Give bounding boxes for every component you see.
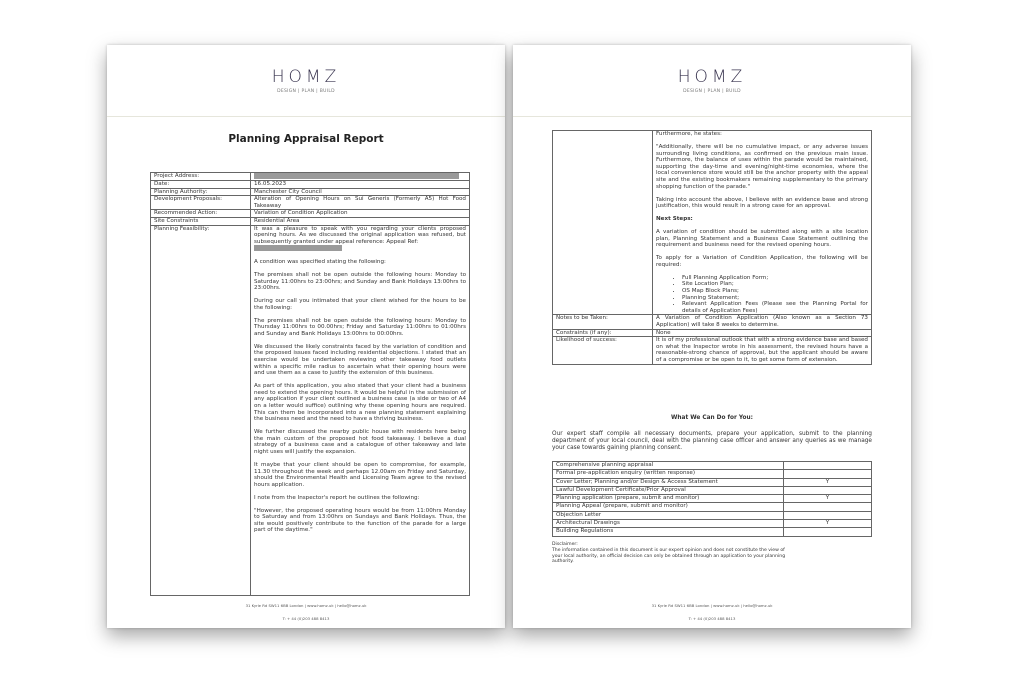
service-included-mark: Y (784, 478, 872, 486)
disclaimer (552, 542, 792, 565)
disclaimer-heading: Disclaimer: (552, 542, 578, 547)
continued-paragraph: Furthermore, he states: (656, 131, 722, 137)
row-label: Development Proposals: (151, 196, 251, 210)
service-name: Cover Letter; Planning and/or Design & Access Statement (553, 478, 784, 486)
table-row (151, 181, 470, 189)
row-label: Site Constraints (151, 218, 251, 226)
service-name: Planning application (prepare, submit and monitor) (553, 495, 784, 503)
row-value: None (653, 329, 872, 337)
feasibility-intro (254, 226, 466, 253)
homz-logo: HOMZ (677, 67, 747, 87)
row-value (251, 225, 470, 595)
tagline: DESIGN | PLAN | BUILD (683, 89, 741, 94)
service-included-mark (784, 511, 872, 519)
report-page-2 (513, 45, 911, 628)
service-row (553, 470, 872, 478)
services-heading: What We Can Do for You: (671, 415, 753, 421)
page-header (513, 45, 911, 117)
row-value: Manchester City Council (251, 188, 470, 196)
service-row (553, 528, 872, 536)
row-label (553, 131, 653, 315)
service-included-mark (784, 486, 872, 494)
required-item: • Relevant Application Fees (Please see the Planning Portal for details of Application Fees) (682, 301, 868, 314)
service-included-mark (784, 470, 872, 478)
row-label: Likelihood of success: (553, 337, 653, 364)
service-name: Building Regulations (553, 528, 784, 536)
service-name: Architectural Drawings (553, 520, 784, 528)
required-item: • Site Location Plan; (682, 281, 868, 288)
next-steps-heading: Next Steps: (656, 216, 693, 223)
feasibility-paragraph: A condition was specified stating the following: (254, 258, 386, 265)
row-value: Variation of Condition Application (251, 210, 470, 218)
service-row (553, 486, 872, 494)
service-included-mark (784, 528, 872, 536)
homz-logo: HOMZ (271, 67, 341, 87)
row-value: It is of my professional outlook that with a strong evidence base and based on what the Inspector wrote in his assessment, the revised hours have a reasonable-strong chance of approval, but the applicant should be aware of a compromise or be open to it, to get some form of extension. (653, 337, 872, 364)
continued-paragraph: "Additionally, there will be no cumulative impact, or any adverse issues surrounding living conditions, as confirmed on the previous main issue. Furthermore, the balance of uses within the parade would be maintained, supporting the day-time and evening/night-time economies, where the local convenience store would still be the anchor property with the appeal site and the existing bookmakers remaining supplementary to the primary shopping function of the parade." (656, 143, 868, 190)
row-value: A Variation of Condition Application (Also known as a Section 73 Application) will take 8 weeks to determine. (653, 315, 872, 329)
table-row (151, 218, 470, 226)
service-included-mark: Y (784, 495, 872, 503)
required-item: • OS Map Block Plans; (682, 288, 868, 295)
table-row (553, 315, 872, 329)
service-row (553, 520, 872, 528)
appraisal-table-continued (552, 130, 872, 365)
report-page-1 (107, 45, 505, 628)
row-value (251, 173, 470, 181)
continued-paragraph: Taking into account the above, I believe with an evidence base and strong justification, this would result in a strong case for an approval. (656, 196, 868, 210)
table-row (151, 196, 470, 210)
service-included-mark: Y (784, 520, 872, 528)
feasibility-paragraph: As part of this application, you also stated that your client had a business need to extend the opening hours. It would be helpful in the submission of any application if your client outlined a business case (a side or two of A4 on a letter would suffice) outlining why these opening hours are required. This can them be incorporated into a new planning statement explaining the business need and the need to have a thriving business. (254, 383, 466, 423)
footer-phone: T: + 44 (0)203 488 8413 (688, 616, 736, 621)
service-included-mark (784, 503, 872, 511)
feasibility-paragraph: It was a pleasure to speak with you regarding your clients proposed opening hours. As we discussed the original application was refused, but subsequently granted under appeal reference: Appeal Ref: (254, 225, 466, 245)
service-row (553, 462, 872, 470)
row-label: Project Address: (151, 173, 251, 181)
table-row (553, 337, 872, 364)
row-label: Constraints (if any): (553, 329, 653, 337)
service-included-mark (784, 462, 872, 470)
row-label: Planning Authority: (151, 188, 251, 196)
feasibility-paragraph: The premises shall not be open outside the following hours: Monday to Saturday 11:00hrs to 23:00hrs; and Sunday and Bank Holidays 13:00hrs to 23:00hrs. (254, 271, 466, 292)
service-name: Objection Letter (553, 511, 784, 519)
table-row (151, 173, 470, 181)
next-steps-paragraph: A variation of condition should be submitted along with a site location plan, Planning Statement and a Business Case Statement outlining the requirement and business need for the revised opening hours. (656, 229, 868, 249)
redacted-appeal-ref (254, 245, 342, 251)
row-label: Recommended Action: (151, 210, 251, 218)
footer-address: 31 Kyrle Rd SW11 6BB London | www.homz.uk | hello@homz.uk (245, 603, 367, 608)
feasibility-paragraph: I note from the Inspector's report he outlines the following: (254, 494, 420, 501)
row-label: Planning Feasibility: (151, 225, 251, 595)
service-row (553, 478, 872, 486)
feasibility-paragraph: The premises shall not be open outside the following hours: Monday to Thursday 11:00hrs to 00.00hrs; Friday and Saturday 11:00hrs to 01:00hrs and Sunday and Bank Holidays 13:00hrs to 00:00hrs. (254, 317, 466, 337)
feasibility-paragraph: We further discussed the nearby public house with residents here being the main custom of the proposed hot food takeaway. I believe a dual strategy of a business case and a catalogue of other takeaway and late night uses will justify the expansion. (254, 429, 466, 455)
row-value (653, 131, 872, 315)
footer-address: 31 Kyrle Rd SW11 6BB London | www.homz.uk | hello@homz.uk (651, 603, 773, 608)
table-row (553, 131, 872, 315)
tagline: DESIGN | PLAN | BUILD (277, 89, 335, 94)
required-documents-list (682, 275, 868, 315)
required-item: • Full Planning Application Form; (682, 275, 868, 282)
table-row (553, 329, 872, 337)
footer-phone: T: + 44 (0)203 488 8413 (282, 616, 330, 621)
row-value: Alteration of Opening Hours on Sui Generis (Formerly A5) Hot Food Takeaway (251, 196, 470, 210)
required-item: • Planning Statement; (682, 295, 868, 302)
next-steps-paragraph: To apply for a Variation of Condition Application, the following will be required: (656, 255, 868, 268)
table-row (151, 225, 470, 595)
service-name: Formal pre-application enquiry (written response) (553, 470, 784, 478)
row-value: Residential Area (251, 218, 470, 226)
page-header (107, 45, 505, 117)
feasibility-paragraph: We discussed the likely constraints faced by the variation of condition and the proposed issues faced including residential objections. I stated that an exercise would be undertaken reviewing other takeaway food outlets within a specific mile radius to ascertain what their opening hours were and use them as a case to justify the extension of this business. (254, 343, 466, 377)
service-row (553, 511, 872, 519)
services-intro: Our expert staff compile all necessary documents, prepare your application, submit to the planning department of your local council, deal with the planning case officer and answer any queries as we manage your case towards gaining planning consent. (552, 431, 872, 451)
table-row (151, 188, 470, 196)
row-label: Date: (151, 181, 251, 189)
service-row (553, 495, 872, 503)
redacted-address (254, 173, 459, 179)
row-label: Notes to be Taken: (553, 315, 653, 329)
services-table (552, 461, 872, 537)
row-value: 16.05.2023 (251, 181, 470, 189)
appraisal-table (150, 172, 470, 596)
feasibility-paragraph: During our call you intimated that your client wished for the hours to be the following: (254, 298, 466, 311)
service-name: Lawful Development Certificate/Prior Approval (553, 486, 784, 494)
table-row (151, 210, 470, 218)
feasibility-paragraph: It maybe that your client should be open to compromise, for example, 11.30 throughout the week and perhaps 12.00am on Friday and Saturday, should the Environmental Health and Licensing Team agree to the revised hours application. (254, 461, 466, 488)
feasibility-paragraph: "However, the proposed operating hours would be from 11:00hrs Monday to Saturday and from 13:00hrs on Sundays and Bank Holidays. Thus, the site would positively contribute to the function of the parade for a large part of the daytime." (254, 507, 466, 534)
report-title: Planning Appraisal Report (228, 133, 384, 145)
service-name: Planning Appeal (prepare, submit and monitor) (553, 503, 784, 511)
service-row (553, 503, 872, 511)
disclaimer-text: The information contained in this document is our expert opinion and does not constitute the view of your local authority, an official decision can only be obtained through an application to your planning authority. (552, 547, 786, 565)
service-name: Comprehensive planning appraisal (553, 462, 784, 470)
